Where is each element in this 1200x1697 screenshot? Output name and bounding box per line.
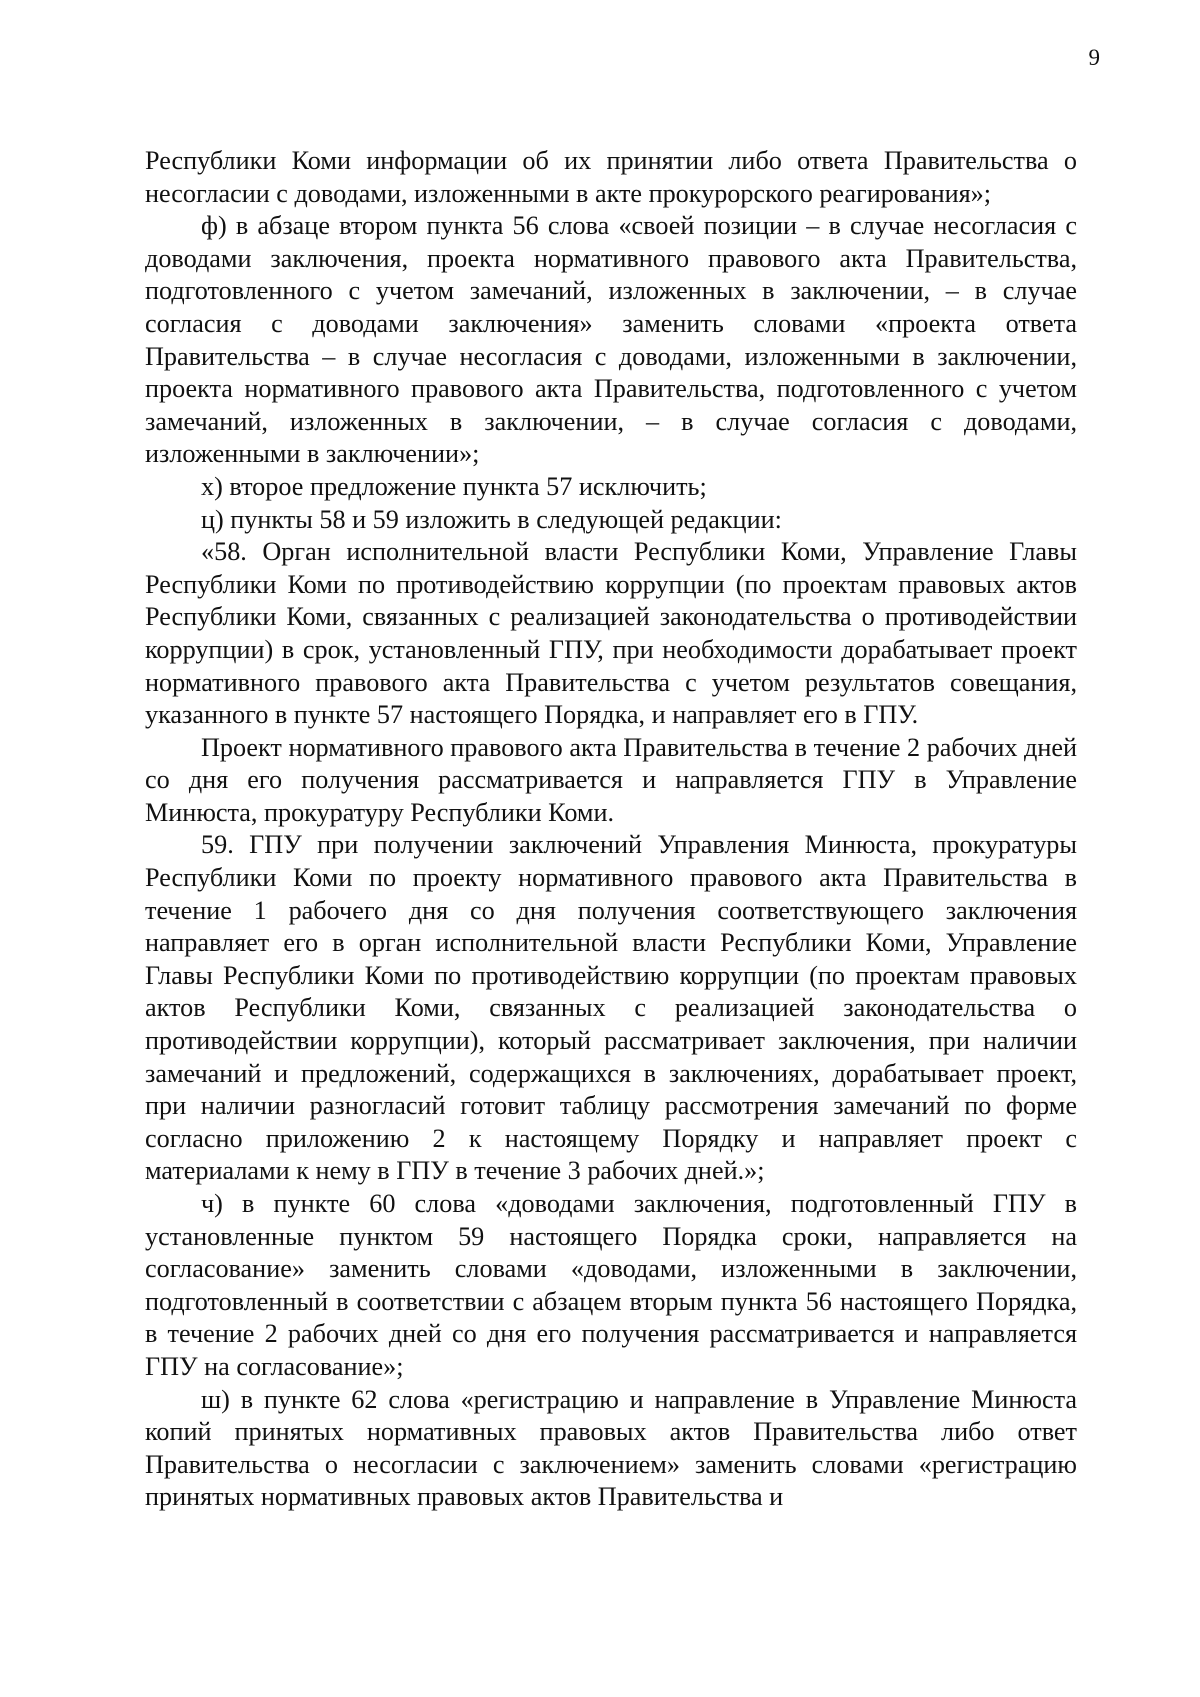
paragraph-item-ts: ц) пункты 58 и 59 изложить в следующей редакции: bbox=[201, 504, 782, 534]
paragraph-clause-58-part-2: Проект нормативного правового акта Правительства в течение 2 рабочих дней со дня его получения рассматривается и направляется ГПУ в Управление Минюста, прокуратуру Республики Коми. bbox=[145, 732, 1077, 827]
paragraph-item-ch: ч) в пункте 60 слова «доводами заключения, подготовленный ГПУ в установленные пунктом 59 настоящего Порядка сроки, направляется на согласование» заменить словами «доводами, изложенными в заключении, подготовленный в соответствии с абзацем вторым пункта 56 настоящего Порядка, в течение 2 рабочих дней со дня его получения рассматривается и направляется ГПУ на согласование»; bbox=[145, 1189, 1077, 1381]
paragraph-clause-59: 59. ГПУ при получении заключений Управления Минюста, прокуратуры Республики Коми по проекту нормативного правового акта Правительства в течение 1 рабочего дня со дня получения соответствующего заключения направляет его в орган исполнительной власти Республики Коми, Управление Главы Республики Коми по противодействию коррупции (по проектам правовых актов Республики Коми, связанных с реализацией законодательства о противодействии коррупции), который рассматривает заключения, при наличии замечаний и предложений, содержащихся в заключениях, дорабатывает проект, при наличии разногласий готовит таблицу рассмотрения замечаний по форме согласно приложению 2 к настоящему Порядку и направляет проект с материалами к нему в ГПУ в течение 3 рабочих дней.»; bbox=[145, 830, 1077, 1186]
document-body bbox=[145, 145, 1077, 1514]
paragraph-continuation: Республики Коми информации об их принятии либо ответа Правительства о несогласии с доводами, изложенными в акте прокурорского реагирования»; bbox=[145, 146, 1077, 208]
paragraph-item-kh: х) второе предложение пункта 57 исключить; bbox=[201, 471, 707, 501]
paragraph-clause-58: «58. Орган исполнительной власти Республики Коми, Управление Главы Республики Коми по противодействию коррупции (по проектам правовых актов Республики Коми, связанных с реализацией законодательства о противодействии коррупции) в срок, установленный ГПУ, при необходимости дорабатывает проект нормативного правового акта Правительства с учетом результатов совещания, указанного в пункте 57 настоящего Порядка, и направляет его в ГПУ. bbox=[145, 537, 1077, 730]
paragraph-item-f: ф) в абзаце втором пункта 56 слова «своей позиции – в случае несогласия с доводами заключения, проекта нормативного правового акта Правительства, подготовленного с учетом замечаний, изложенных в заключении, – в случае согласия с доводами заключения» заменить словами «проекта ответа Правительства – в случае несогласия с доводами, изложенными в заключении, проекта нормативного правового акта Правительства, подготовленного с учетом замечаний, изложенных в заключении, – в случае согласия с доводами, изложенными в заключении»; bbox=[145, 211, 1077, 469]
page-number: 9 bbox=[1088, 45, 1100, 70]
paragraph-item-sh: ш) в пункте 62 слова «регистрацию и направление в Управление Минюста копий принятых нормативных правовых актов Правительства либо ответ Правительства о несогласии с заключением» заменить словами «регистрацию принятых нормативных правовых актов Правительства и bbox=[145, 1384, 1077, 1512]
